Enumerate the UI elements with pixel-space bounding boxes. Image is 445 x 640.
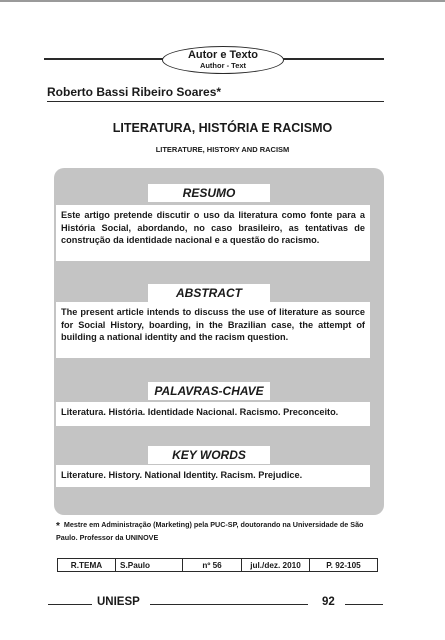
journal-cell: R.TEMA bbox=[58, 559, 116, 572]
section-badge bbox=[162, 46, 284, 74]
top-rule bbox=[0, 0, 445, 2]
city-cell: S.Paulo bbox=[116, 559, 183, 572]
footer-rule-middle bbox=[150, 604, 308, 605]
palavras-chave-text: Literatura. História. Identidade Nacional. Racismo. Preconceito. bbox=[56, 402, 370, 426]
citation-table bbox=[57, 558, 378, 572]
issue-cell: nº 56 bbox=[183, 559, 242, 572]
resumo-text: Este artigo pretende discutir o uso da literatura como fonte para a História Social, abordando, no caso brasileiro, as tentativas de construção da identidade nacional e a questão do racismo. bbox=[56, 205, 370, 261]
article-title: LITERATURA, HISTÓRIA E RACISMO bbox=[112, 121, 333, 135]
abstract-heading: ABSTRACT bbox=[148, 284, 270, 302]
abstract-text: The present article intends to discuss the use of literature as source for Social History, boarding, in the Brazilian case, the attempt of building a national identity and the racism question. bbox=[56, 302, 370, 358]
author-name: Roberto Bassi Ribeiro Soares* bbox=[47, 85, 222, 99]
author-rule bbox=[47, 101, 384, 102]
footnote-text: Mestre em Administração (Marketing) pela PUC-SP, doutorando na Universidade de São Paulo. Professor da UNINOVE bbox=[56, 520, 364, 542]
section-subtitle: Author - Text bbox=[199, 61, 247, 70]
author-footnote bbox=[56, 519, 386, 543]
date-cell: jul./dez. 2010 bbox=[242, 559, 310, 572]
palavras-chave-heading: PALAVRAS-CHAVE bbox=[148, 382, 270, 400]
publisher-name: UNIESP bbox=[97, 596, 140, 608]
section-title: Autor e Texto bbox=[187, 49, 259, 61]
resumo-heading: RESUMO bbox=[148, 184, 270, 202]
article-subtitle: LITERATURE, HISTORY AND RACISM bbox=[155, 145, 290, 154]
footer-rule-left bbox=[48, 604, 92, 605]
footnote-marker: * bbox=[56, 521, 60, 532]
key-words-heading: KEY WORDS bbox=[148, 446, 270, 464]
page-number: 92 bbox=[322, 596, 335, 608]
pages-cell: P. 92-105 bbox=[310, 559, 378, 572]
key-words-text: Literature. History. National Identity. Racism. Prejudice. bbox=[56, 465, 370, 487]
footer-rule-right bbox=[345, 604, 383, 605]
